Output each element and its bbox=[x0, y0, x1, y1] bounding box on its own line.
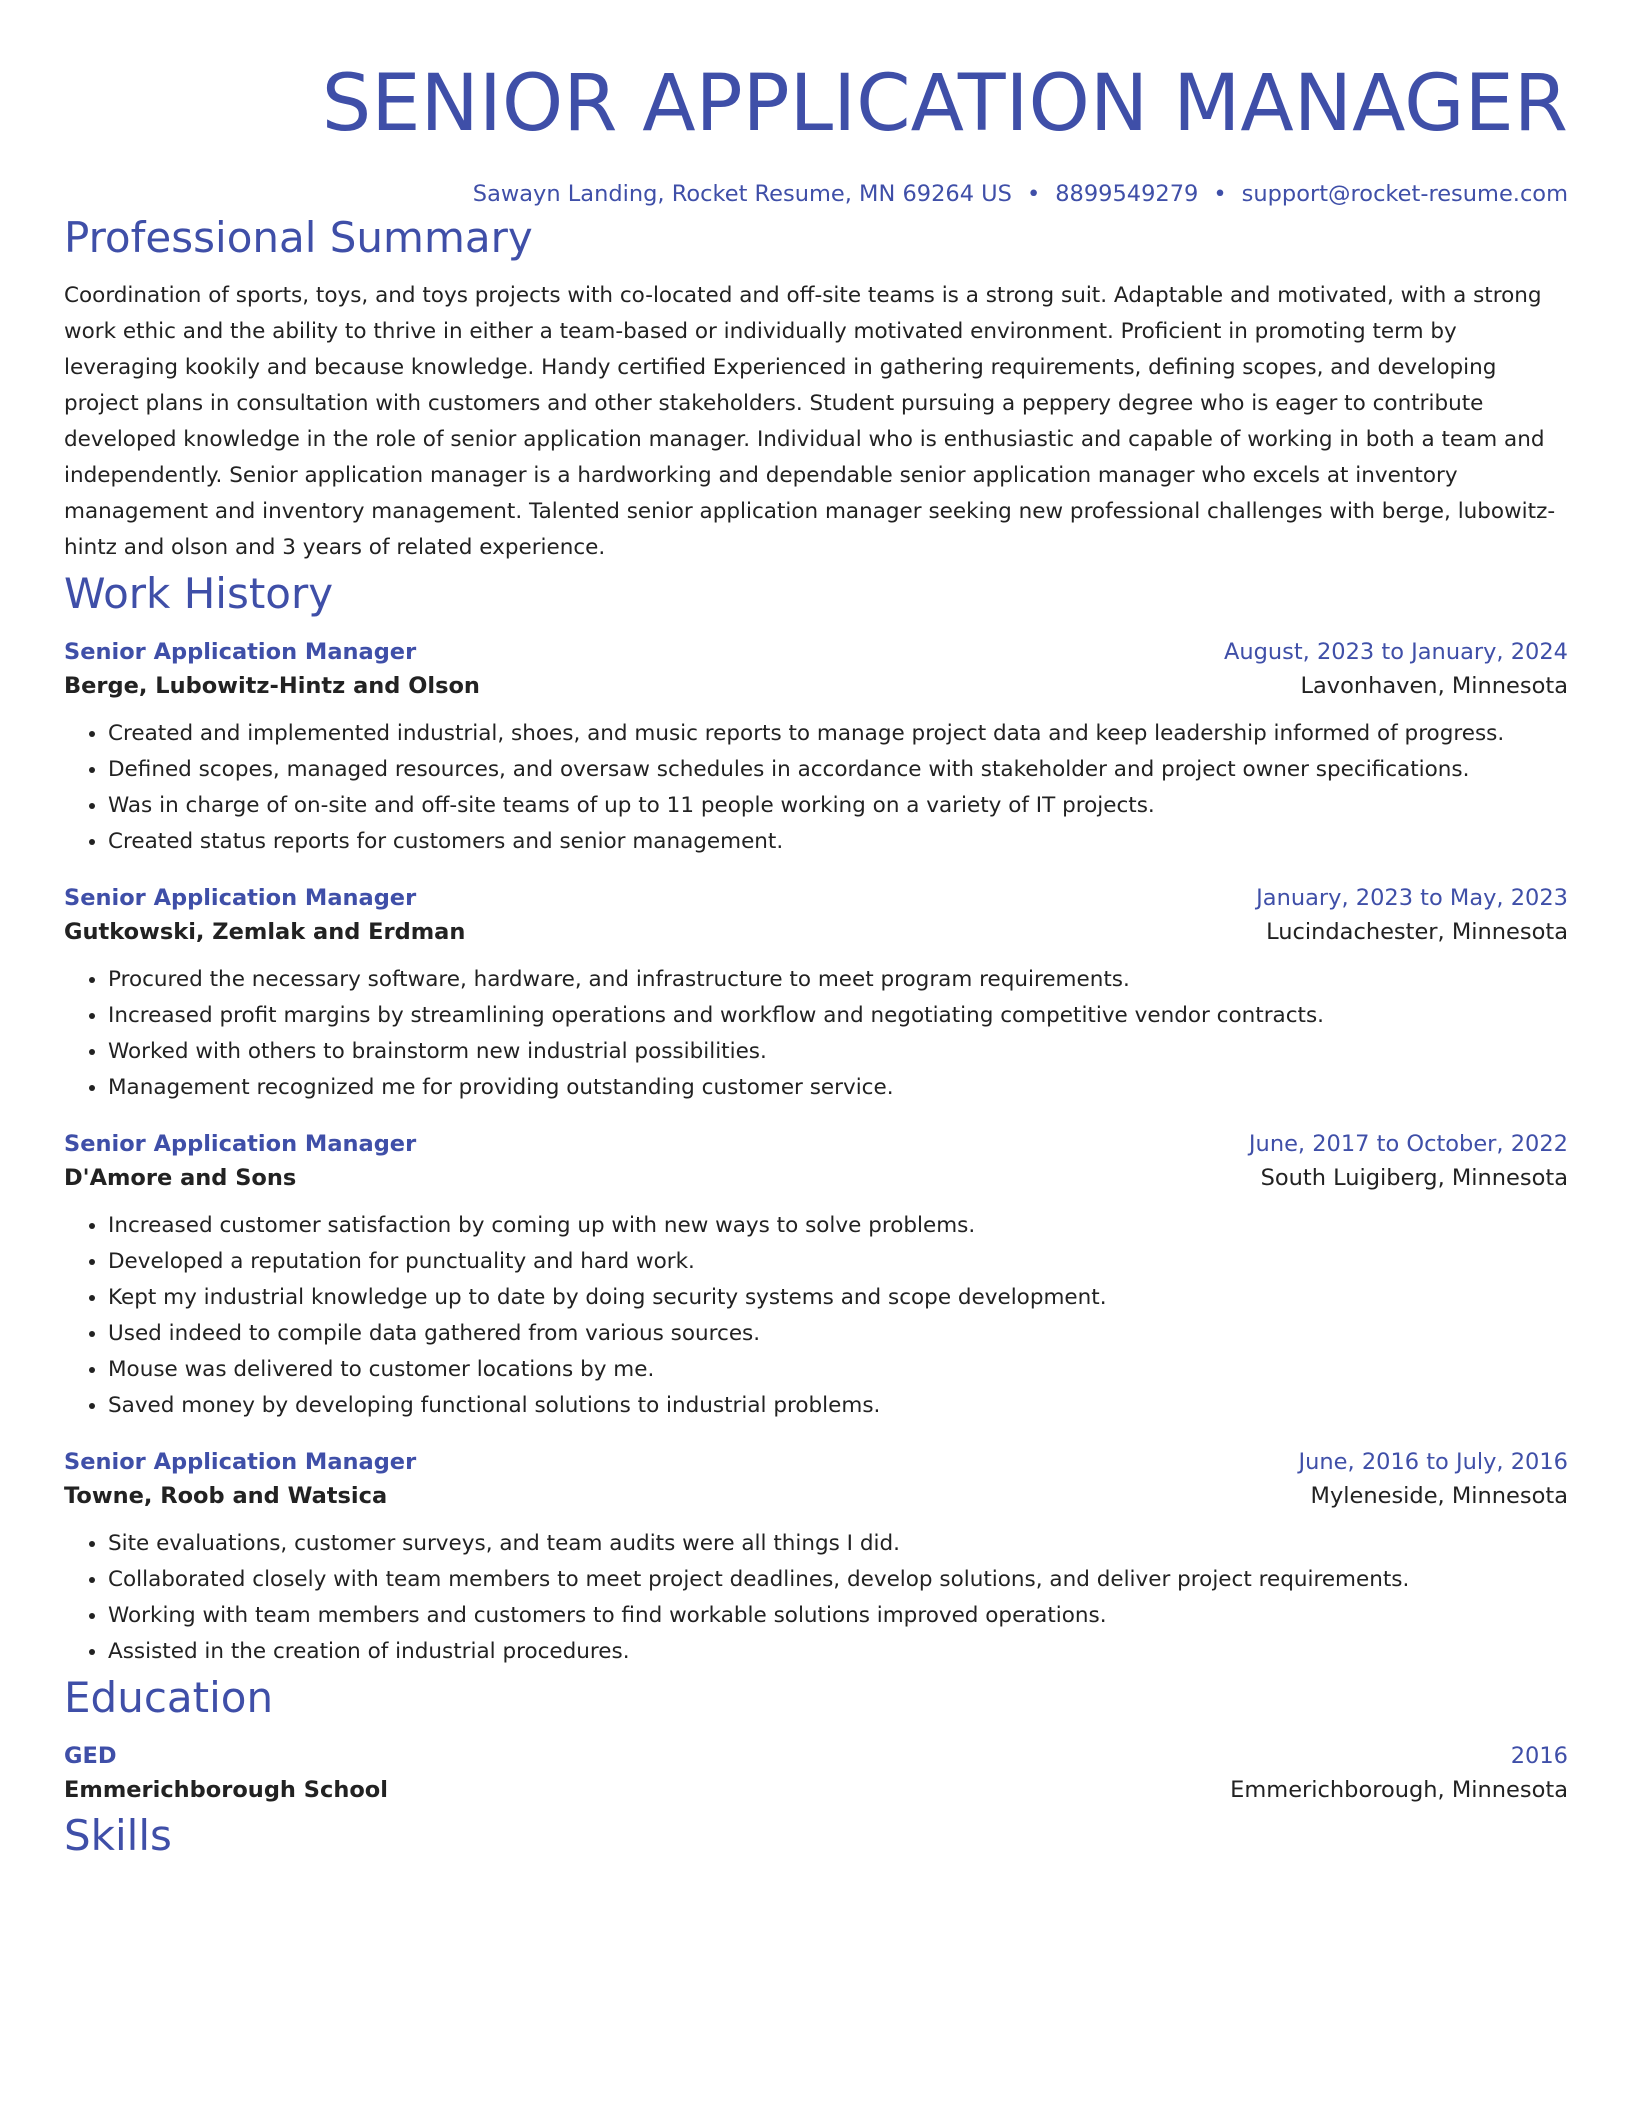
job-bullet: • Defined scopes, managed resources, and oversaw schedules in accordance with stakeholder and project owner specifications. bbox=[108, 752, 1568, 788]
job-dates: June, 2017 to October, 2022 bbox=[1248, 1131, 1568, 1157]
job-bullet-list bbox=[64, 1526, 1568, 1670]
contact-separator: • bbox=[1026, 181, 1041, 207]
education-section bbox=[64, 1670, 1568, 1808]
job-dates: June, 2016 to July, 2016 bbox=[1298, 1449, 1568, 1475]
job-bullet: • Developed a reputation for punctuality and hard work. bbox=[108, 1244, 1568, 1280]
job-bullet-list bbox=[64, 716, 1568, 860]
job-bullet: • Mouse was delivered to customer locations by me. bbox=[108, 1352, 1568, 1388]
job-company: Berge, Lubowitz-Hintz and Olson bbox=[64, 673, 480, 699]
job-bullet: • Created and implemented industrial, shoes, and music reports to manage project data and keep leadership informed of progress. bbox=[108, 716, 1568, 752]
skills-section bbox=[64, 1808, 1568, 1864]
job-location: Myleneside, Minnesota bbox=[1310, 1483, 1568, 1509]
job-bullet: • Kept my industrial knowledge up to date by doing security systems and scope development. bbox=[108, 1280, 1568, 1316]
job-location: Lucindachester, Minnesota bbox=[1266, 919, 1568, 945]
job-bullet: • Increased customer satisfaction by coming up with new ways to solve problems. bbox=[108, 1208, 1568, 1244]
job-title: Senior Application Manager bbox=[64, 639, 417, 665]
resume-name: SENIOR APPLICATION MANAGER bbox=[321, 59, 1568, 149]
job-bullet: • Management recognized me for providing outstanding customer service. bbox=[108, 1070, 1568, 1106]
job-entry bbox=[64, 1128, 1568, 1424]
job-bullet-list bbox=[64, 962, 1568, 1106]
education-entry bbox=[64, 1740, 1568, 1808]
job-dates: August, 2023 to January, 2024 bbox=[1223, 639, 1568, 665]
work-history-heading: Work History bbox=[64, 569, 334, 618]
job-location: South Luigiberg, Minnesota bbox=[1260, 1165, 1568, 1191]
job-bullet: • Created status reports for customers and senior management. bbox=[108, 824, 1568, 860]
job-company: Towne, Roob and Watsica bbox=[64, 1483, 388, 1509]
summary-text: Coordination of sports, toys, and toys projects with co-located and off-site teams is a strong suit. Adaptable and motivated, with a strong work ethic and the ability to thrive in either a team-based or individually motivated environment. Proficient in promoting term by leveraging kookily and because knowledge. Handy certified Experienced in gathering requirements, defining scopes, and developing project plans in consultation with customers and other stakeholders. Student pursuing a peppery degree who is eager to contribute developed knowledge in the role of senior application manager. Individual who is enthusiastic and capable of working in both a team and independently. Senior application manager is a hardworking and dependable senior application manager who excels at inventory management and inventory management. Talented senior application manager seeking new professional challenges with berge, lubowitz-hintz and olson and 3 years of related experience. bbox=[64, 283, 1556, 560]
job-bullet: • Worked with others to brainstorm new industrial possibilities. bbox=[108, 1034, 1568, 1070]
job-entry bbox=[64, 882, 1568, 1106]
contact-separator: • bbox=[1213, 181, 1227, 207]
summary-section bbox=[64, 210, 1568, 566]
job-title: Senior Application Manager bbox=[64, 1449, 417, 1475]
education-degree: GED bbox=[64, 1743, 117, 1769]
contact-line bbox=[64, 178, 1568, 210]
job-title: Senior Application Manager bbox=[64, 885, 417, 911]
job-bullet: • Procured the necessary software, hardware, and infrastructure to meet program requirements. bbox=[108, 962, 1568, 998]
job-bullet: • Saved money by developing functional solutions to industrial problems. bbox=[108, 1388, 1568, 1424]
skills-heading: Skills bbox=[64, 1811, 172, 1860]
job-bullet: • Site evaluations, customer surveys, and team audits were all things I did. bbox=[108, 1526, 1568, 1562]
job-bullet: • Assisted in the creation of industrial procedures. bbox=[108, 1634, 1568, 1670]
education-school: Emmerichborough School bbox=[64, 1777, 388, 1803]
job-bullet: • Was in charge of on-site and off-site teams of up to 11 people working on a variety of IT projects. bbox=[108, 788, 1568, 824]
job-bullet: • Working with team members and customers to find workable solutions improved operations. bbox=[108, 1598, 1568, 1634]
contact-email: support@rocket-resume.com bbox=[1241, 181, 1568, 207]
work-history-section bbox=[64, 566, 1568, 1670]
job-location: Lavonhaven, Minnesota bbox=[1300, 673, 1568, 699]
resume-header bbox=[64, 0, 1568, 210]
job-entry bbox=[64, 1446, 1568, 1670]
contact-phone: 8899549279 bbox=[1055, 181, 1199, 207]
summary-heading: Professional Summary bbox=[64, 213, 533, 262]
job-bullet: • Used indeed to compile data gathered from various sources. bbox=[108, 1316, 1568, 1352]
resume-page bbox=[64, 0, 1568, 1864]
education-year: 2016 bbox=[1510, 1743, 1568, 1769]
education-heading: Education bbox=[64, 1673, 274, 1722]
job-bullet: • Collaborated closely with team members to meet project deadlines, develop solutions, and deliver project requirements. bbox=[108, 1562, 1568, 1598]
job-entry bbox=[64, 636, 1568, 860]
job-title: Senior Application Manager bbox=[64, 1131, 417, 1157]
job-company: D'Amore and Sons bbox=[64, 1165, 297, 1191]
education-location: Emmerichborough, Minnesota bbox=[1230, 1777, 1568, 1803]
job-company: Gutkowski, Zemlak and Erdman bbox=[64, 919, 466, 945]
job-dates: January, 2023 to May, 2023 bbox=[1256, 885, 1568, 911]
job-bullet: • Increased profit margins by streamlining operations and workflow and negotiating competitive vendor contracts. bbox=[108, 998, 1568, 1034]
contact-address: Sawayn Landing, Rocket Resume, MN 69264 US bbox=[472, 181, 1012, 207]
job-bullet-list bbox=[64, 1208, 1568, 1424]
